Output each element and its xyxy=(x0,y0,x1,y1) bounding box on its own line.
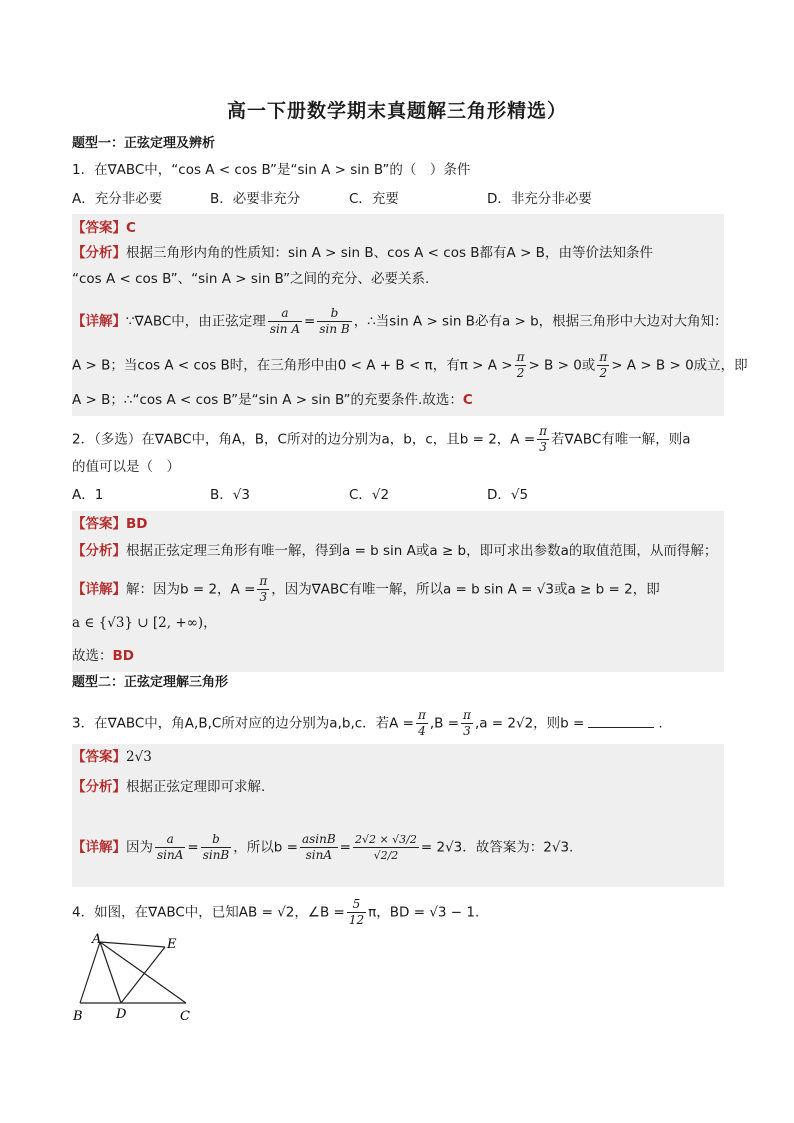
section-heading-1: 题型一：正弦定理及辨析 xyxy=(72,136,216,151)
q1-detail-line-1: 【详解】∵∇ABC中，由正弦定理 $\frac{a}{\text{sin A}}$ = $\frac{b}{\text{sin B}}$ ，∴当sin A > sin B必有a > b，根据三角形中大边对大角知： xyxy=(72,306,728,336)
q2-answer: 【答案】BD xyxy=(72,516,148,532)
fraction: $\frac{\pi}{3}$ xyxy=(463,708,471,738)
q2-option-d: D．√5 xyxy=(487,487,529,503)
q3-detail: 【详解】因为 $\frac{a}{\sin A}$ = $\frac{b}{\sin B}$ ，所以b = $\frac{asinB}{\sin A}$ = $\frac{2√2 \times √3/2}{√2/2}$ = 2√3．故答案为：2√3. xyxy=(72,832,574,862)
section-heading-2: 题型二：正弦定理解三角形 xyxy=(72,675,229,690)
q1-option-d: D．非充分非必要 xyxy=(487,191,592,207)
fraction: $\frac{a}{\text{sin A}}$ xyxy=(269,306,301,336)
label-a: A xyxy=(92,932,102,947)
q1-detail-line-3: A > B；∴“cos A < cos B”是“sin A > sin B”的充要条件.故选：C xyxy=(72,392,473,408)
fraction: $\frac{\pi}{2}$ xyxy=(599,350,608,380)
segment-ad xyxy=(100,942,121,1003)
fraction: $\frac{\pi}{3}$ xyxy=(259,574,268,604)
fraction: $\frac{a}{\sin A}$ xyxy=(157,832,184,862)
page-title: 高一下册数学期末真题解三角形精选） xyxy=(226,100,567,122)
q2-detail-line-1: 【详解】解：因为b = 2，A = $\frac{\pi}{3}$ ，因为∇ABC有唯一解，所以a = b sin A = √3或a ≥ b = 2，即 xyxy=(72,574,660,604)
q1-answer: 【答案】C xyxy=(72,220,136,236)
segment-ab xyxy=(80,942,100,1003)
q3-solution-box xyxy=(72,744,724,887)
question-2-stem-line-2: 的值可以是（ ） xyxy=(72,459,180,475)
question-3-stem: 3．在∇ABC中，角A,B,C所对应的边分别为a,b,c．若A = $\frac{\pi}{4}$ ,B = $\frac{\pi}{3}$ ,a = 2√2，则b = . xyxy=(72,708,663,738)
q1-option-a: A．充分非必要 xyxy=(72,191,163,207)
q2-detail-line-2: a ∈ {√3} ∪ [2, +∞)， xyxy=(72,615,217,631)
label-d: D xyxy=(116,1007,127,1022)
fraction: $\frac{\pi}{2}$ xyxy=(516,350,525,380)
q2-option-a: A．1 xyxy=(72,487,104,503)
triangle-figure xyxy=(70,930,230,1030)
answer-blank xyxy=(588,727,654,728)
q1-analysis-line-2: “cos A < cos B”、“sin A > sin B”之间的充分、必要关系. xyxy=(72,271,430,287)
fraction: $\frac{b}{\text{sin B}}$ xyxy=(319,306,350,336)
q1-option-c: C．充要 xyxy=(349,191,399,207)
fraction: $\frac{2√2 \times √3/2}{√2/2}$ xyxy=(354,833,417,862)
segment-ed xyxy=(121,947,165,1003)
q1-analysis-line-1: 【分析】根据三角形内角的性质知：sin A > sin B、cos A < cos B都有A > B，由等价法知条件 xyxy=(72,245,653,261)
q1-option-b: B．必要非充分 xyxy=(210,191,301,207)
q3-answer: 【答案】2√3 xyxy=(72,749,152,765)
q2-option-b: B．√3 xyxy=(210,487,250,503)
q1-detail-line-2: A > B；当cos A < cos B时，在三角形中由0 < A + B < π，有π > A > $\frac{\pi}{2}$ > B > 0或 $\frac{\pi}{2}$ > A > B > 0成立，即 xyxy=(72,350,748,380)
question-4-stem: 4．如图，在∇ABC中，已知AB = √2，∠B = $\frac{5}{12}$ π，BD = √3 − 1. xyxy=(72,897,480,927)
segment-ae xyxy=(100,942,165,947)
q2-option-c: C．√2 xyxy=(349,487,390,503)
fraction: $\frac{b}{\sin B}$ xyxy=(202,832,230,862)
label-c: C xyxy=(180,1009,190,1024)
fraction: $\frac{asinB}{\sin A}$ xyxy=(301,832,336,862)
label-b: B xyxy=(73,1009,83,1024)
q3-analysis: 【分析】根据正弦定理即可求解. xyxy=(72,779,266,795)
q2-analysis: 【分析】根据正弦定理三角形有唯一解，得到a = b sin A或a ≥ b，即可求出参数a的取值范围，从而得解； xyxy=(72,543,718,559)
q2-detail-line-3: 故选：BD xyxy=(72,648,134,664)
fraction: $\frac{\pi}{4}$ xyxy=(418,708,426,738)
question-2-stem-line-1: 2．（多选）在∇ABC中，角A，B，C所对的边分别为a，b，c，且b = 2，A = $\frac{\pi}{3}$ 若∇ABC有唯一解，则a xyxy=(72,424,691,454)
label-e: E xyxy=(167,937,177,952)
fraction: $\frac{\pi}{3}$ xyxy=(539,424,548,454)
fraction: $\frac{5}{12}$ xyxy=(348,897,365,927)
question-1-stem: 1．在∇ABC中，“cos A < cos B”是“sin A > sin B”的（ ）条件 xyxy=(72,162,471,178)
